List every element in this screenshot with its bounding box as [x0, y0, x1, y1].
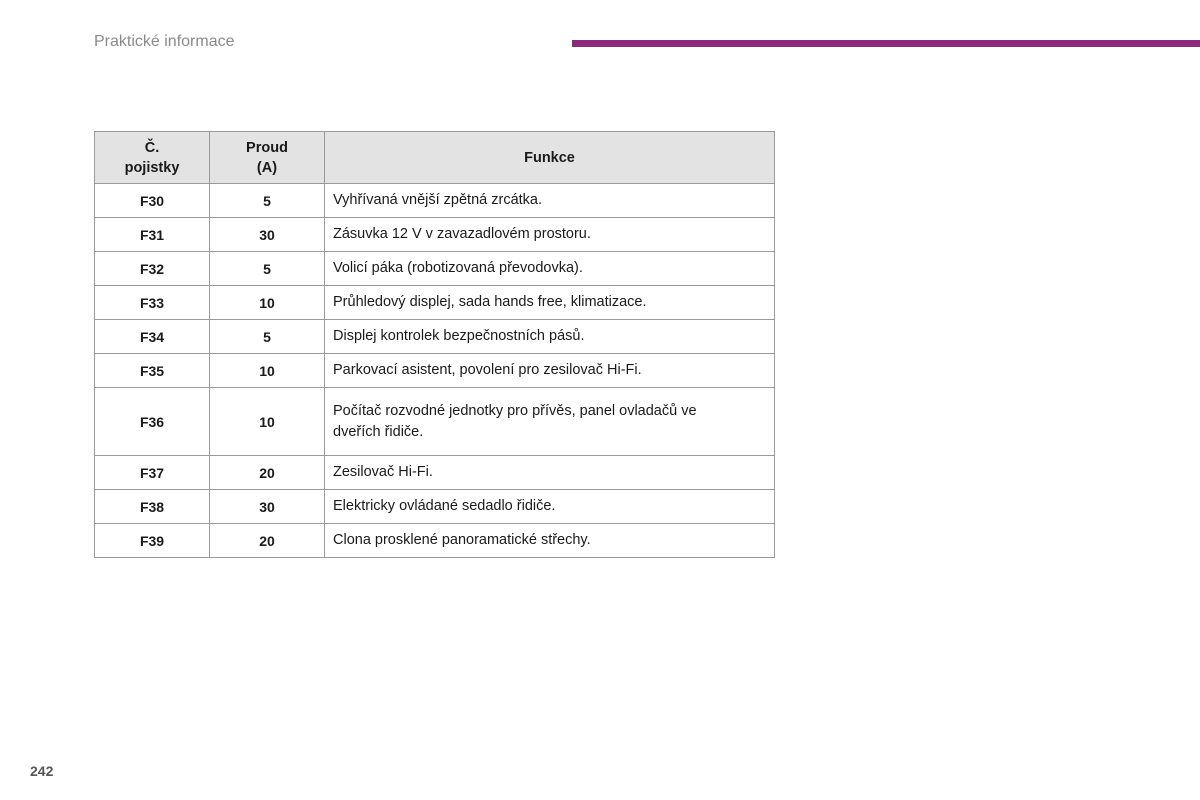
- function-cell: [325, 388, 775, 456]
- column-header-current: [210, 132, 325, 184]
- function-cell: Vyhřívaná vnější zpětná zrcátka.: [325, 184, 775, 218]
- current-cell: 20: [210, 456, 325, 490]
- column-header-function: Funkce: [325, 132, 775, 184]
- function-cell-line2: dveřích řidiče.: [333, 423, 424, 440]
- table-row: [95, 184, 775, 218]
- section-title: Praktické informace: [94, 33, 235, 50]
- column-header-fuse-line2: pojistky: [124, 159, 180, 176]
- fuse-table: [94, 131, 775, 558]
- fuse-cell: F34: [95, 320, 210, 354]
- table-row: [95, 490, 775, 524]
- current-cell: 10: [210, 354, 325, 388]
- column-header-fuse: [95, 132, 210, 184]
- table-row: [95, 218, 775, 252]
- current-cell: 5: [210, 252, 325, 286]
- function-cell: Zesilovač Hi-Fi.: [325, 456, 775, 490]
- fuse-cell: F30: [95, 184, 210, 218]
- fuse-cell: F37: [95, 456, 210, 490]
- function-cell: Clona prosklené panoramatické střechy.: [325, 524, 775, 558]
- column-header-current-line2: (A): [256, 159, 278, 176]
- current-cell: 20: [210, 524, 325, 558]
- table-row: [95, 388, 775, 456]
- table-row: [95, 252, 775, 286]
- current-cell: 10: [210, 388, 325, 456]
- fuse-cell: F31: [95, 218, 210, 252]
- column-header-current-line1: Proud: [246, 139, 288, 156]
- column-header-fuse-line1: Č.: [144, 139, 160, 156]
- fuse-cell: F39: [95, 524, 210, 558]
- header-accent-bar: [572, 40, 1200, 47]
- fuse-cell: F32: [95, 252, 210, 286]
- fuse-cell: F35: [95, 354, 210, 388]
- current-cell: 30: [210, 490, 325, 524]
- function-cell-line1: Počítač rozvodné jednotky pro přívěs, panel ovladačů ve: [333, 402, 697, 419]
- function-cell: Průhledový displej, sada hands free, klimatizace.: [325, 286, 775, 320]
- current-cell: 30: [210, 218, 325, 252]
- fuse-cell: F38: [95, 490, 210, 524]
- page-number: 242: [30, 763, 54, 779]
- table-row: [95, 354, 775, 388]
- table-row: [95, 524, 775, 558]
- current-cell: 5: [210, 184, 325, 218]
- function-cell: Parkovací asistent, povolení pro zesilovač Hi-Fi.: [325, 354, 775, 388]
- table-row: [95, 320, 775, 354]
- table-row: [95, 456, 775, 490]
- function-cell: Zásuvka 12 V v zavazadlovém prostoru.: [325, 218, 775, 252]
- fuse-cell: F33: [95, 286, 210, 320]
- function-cell: Elektricky ovládané sedadlo řidiče.: [325, 490, 775, 524]
- fuse-cell: F36: [95, 388, 210, 456]
- function-cell: Volicí páka (robotizovaná převodovka).: [325, 252, 775, 286]
- function-cell: Displej kontrolek bezpečnostních pásů.: [325, 320, 775, 354]
- table-header-row: [95, 132, 775, 184]
- current-cell: 10: [210, 286, 325, 320]
- table-row: [95, 286, 775, 320]
- current-cell: 5: [210, 320, 325, 354]
